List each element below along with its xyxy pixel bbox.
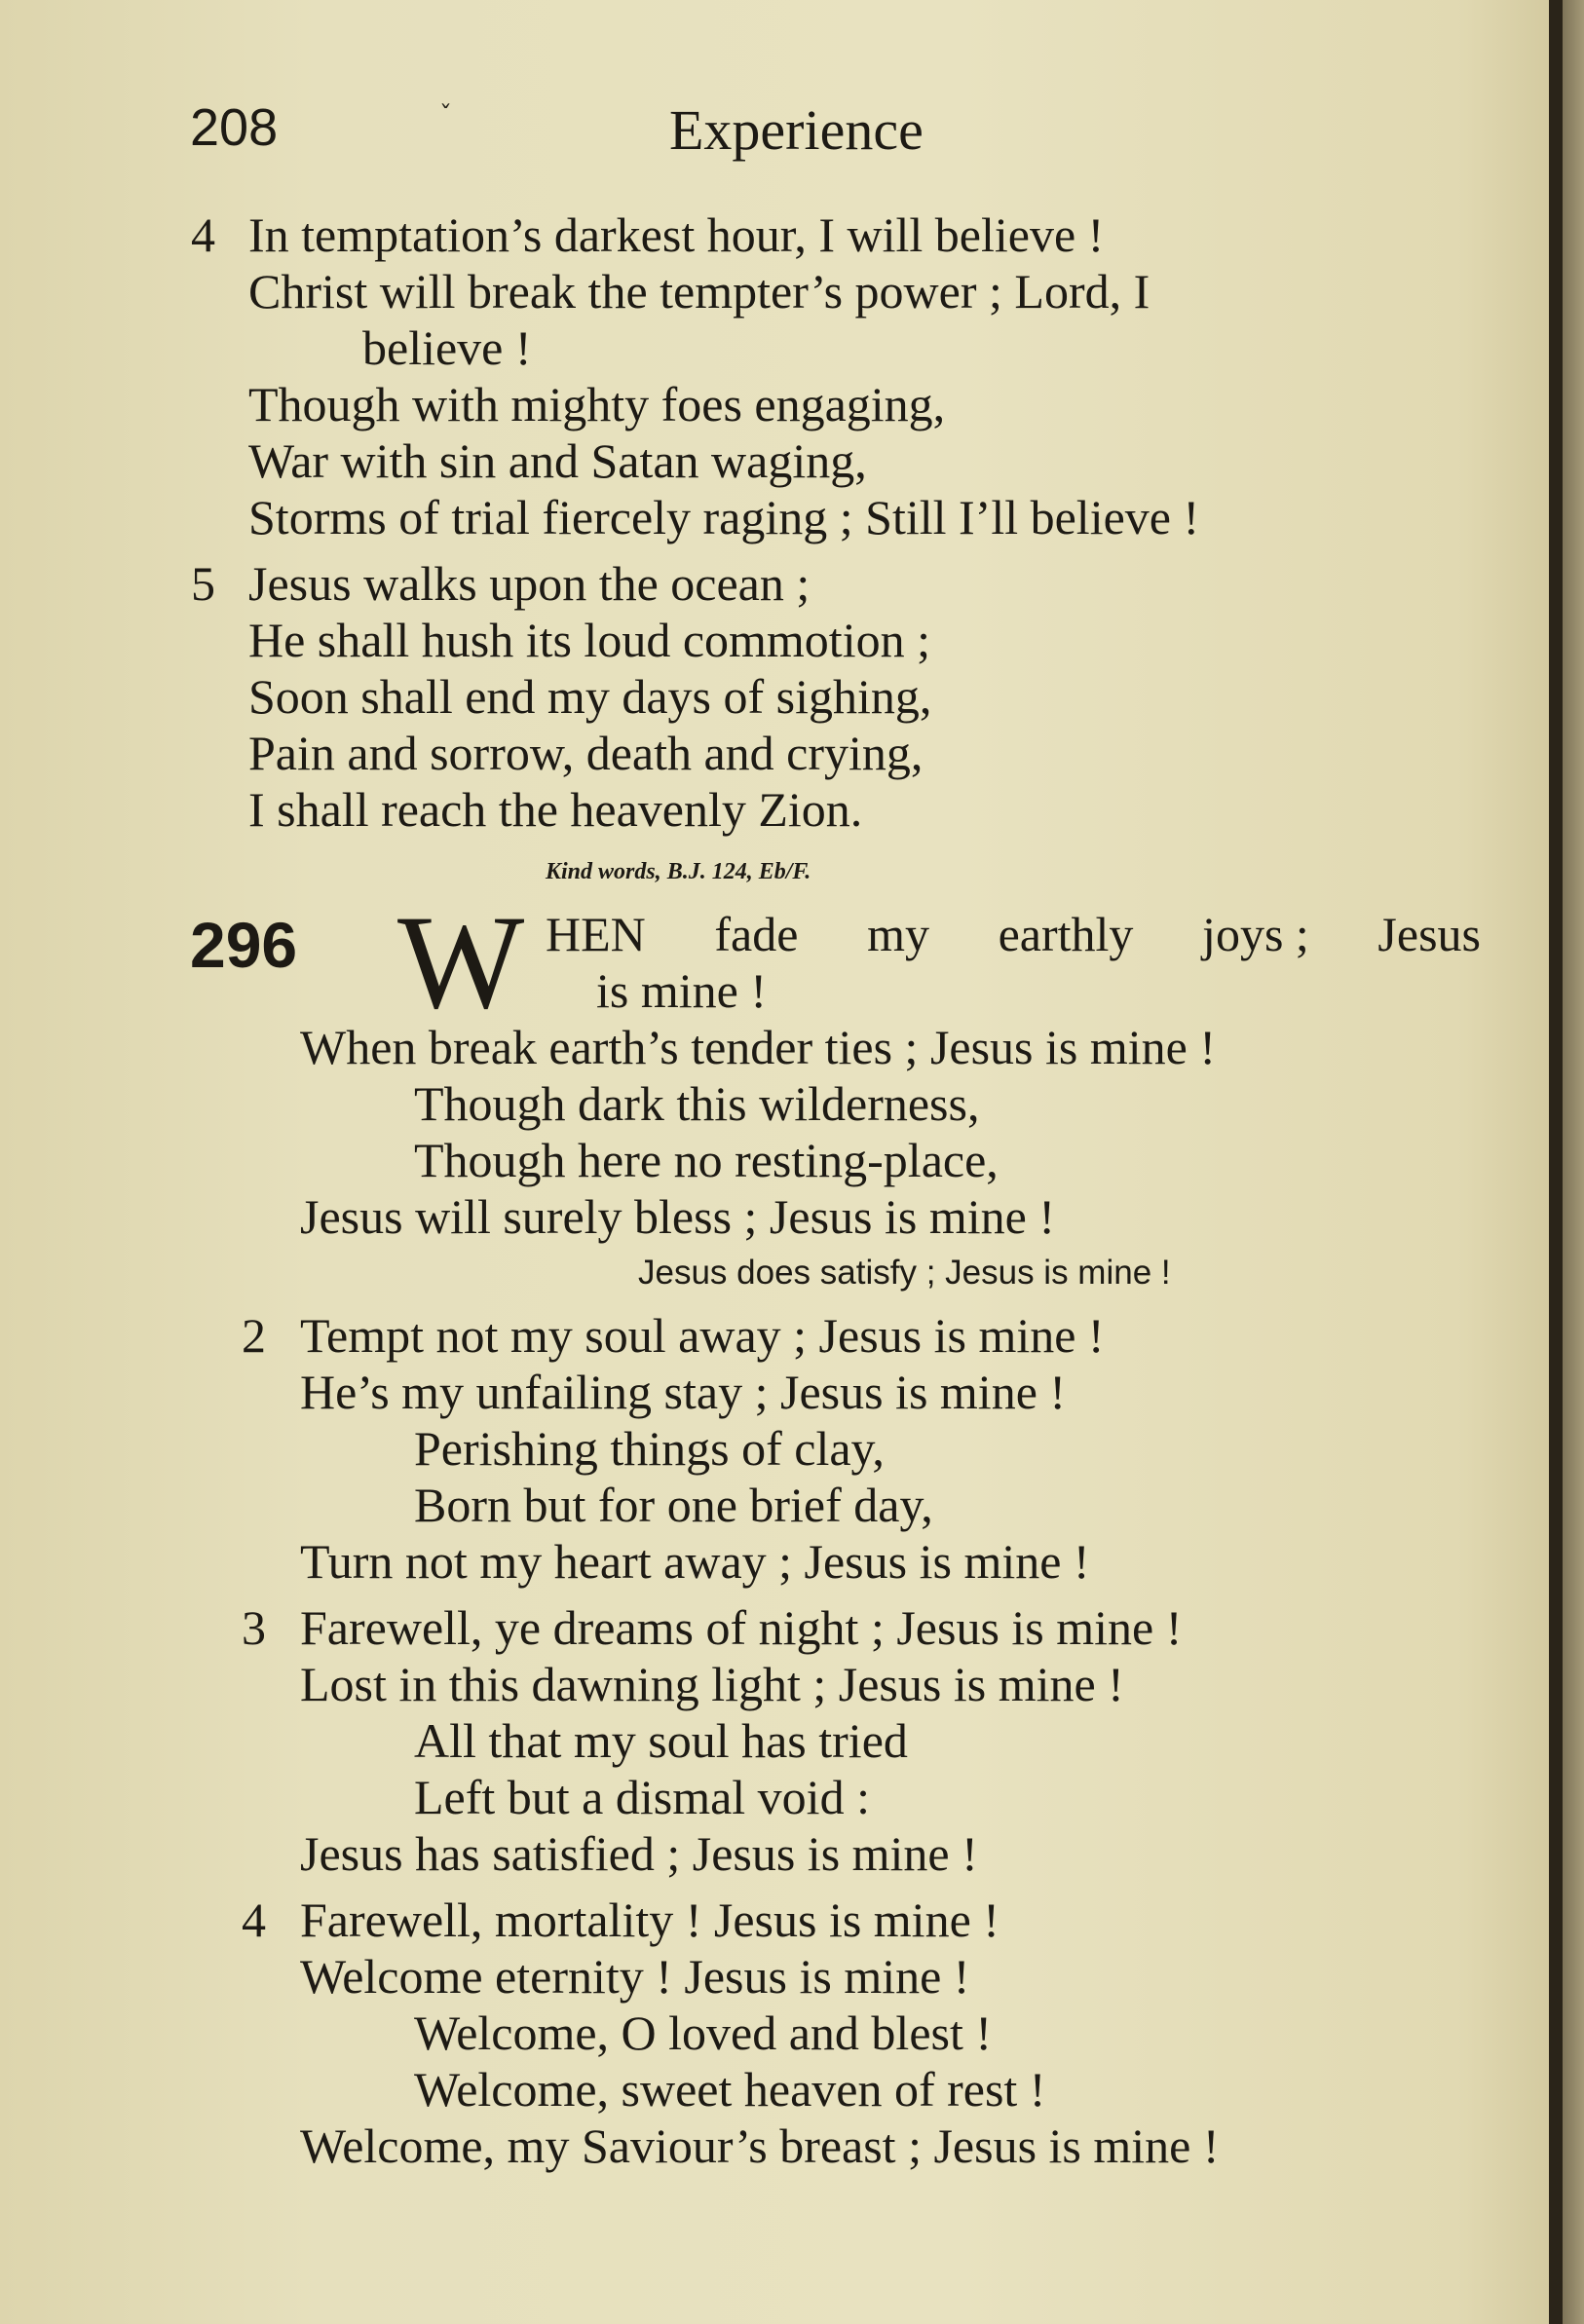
page-number: 208	[190, 98, 279, 157]
verse-line: Welcome, O loved and blest !	[414, 2005, 993, 2060]
refrain: Jesus does satisfy ; Jesus is mine !	[638, 1254, 1171, 1292]
verse-line: Welcome, my Saviour’s breast ; Jesus is mine !	[300, 2118, 1220, 2173]
book-spine-shadow	[1549, 0, 1563, 2324]
first-line-word: fade	[714, 907, 799, 961]
verse-line: He shall hush its loud commotion ;	[248, 613, 930, 667]
verse-line: All that my soul has tried	[414, 1713, 908, 1768]
verse-line: Welcome eternity ! Jesus is mine !	[300, 1949, 970, 2004]
verse-line: Farewell, ye dreams of night ; Jesus is mine !	[300, 1600, 1183, 1655]
verse-number: 4	[191, 207, 215, 262]
verse-line: Soon shall end my days of sighing,	[248, 669, 932, 724]
verse-line: Lost in this dawning light ; Jesus is mine !	[300, 1657, 1124, 1711]
verse-line: Left but a dismal void :	[414, 1770, 870, 1824]
first-line-word: my	[867, 907, 929, 961]
verse-line: Farewell, mortality ! Jesus is mine !	[300, 1893, 999, 1947]
verse-line: Turn not my heart away ; Jesus is mine !	[300, 1534, 1090, 1589]
verse-line: Storms of trial fiercely raging ; Still I’ll believe !	[248, 490, 1200, 544]
verse-line: Though dark this wilderness,	[414, 1076, 980, 1131]
verse-line: Jesus has satisfied ; Jesus is mine !	[300, 1826, 978, 1881]
verse-number: 5	[191, 556, 215, 611]
verse-number: 4	[242, 1893, 266, 1947]
verse-line: Pain and sorrow, death and crying,	[248, 726, 924, 780]
verse-line: Tempt not my soul away ; Jesus is mine !	[300, 1308, 1105, 1363]
verse-line: Jesus walks upon the ocean ;	[248, 556, 811, 611]
verse-line: Christ will break the tempter’s power ; Lord, I	[248, 264, 1150, 319]
verse-line: believe !	[362, 320, 532, 375]
page-header	[190, 97, 1456, 175]
verse-number: 3	[242, 1600, 266, 1655]
verse-line: is mine !	[596, 963, 767, 1018]
verse-line: Born but for one brief day,	[414, 1478, 933, 1532]
verse-line: War with sin and Satan waging,	[248, 433, 867, 488]
verse-line: When break earth’s tender ties ; Jesus is mine !	[300, 1020, 1216, 1074]
first-line-word: joys ;	[1202, 907, 1309, 961]
first-line-word: Jesus	[1377, 907, 1481, 961]
first-line-word: earthly	[998, 907, 1134, 961]
hymn-number: 296	[190, 909, 298, 981]
verse-line: Perishing things of clay,	[414, 1421, 885, 1476]
drop-cap: W	[397, 887, 525, 1036]
book-spine-edge	[1563, 0, 1584, 2324]
header-mark: ˇ	[439, 101, 452, 131]
tune-info: Kind words, B.J. 124, Eb/F.	[546, 859, 811, 884]
verse-line: Though here no resting-place,	[414, 1133, 999, 1187]
section-title: Experience	[669, 98, 924, 162]
verse-line: Jesus will surely bless ; Jesus is mine !	[300, 1189, 1055, 1244]
verse-line: In temptation’s darkest hour, I will believe !	[248, 207, 1105, 262]
verse-line: He’s my unfailing stay ; Jesus is mine !	[300, 1365, 1067, 1419]
verse-line: I shall reach the heavenly Zion.	[248, 782, 863, 837]
verse-line: Though with mighty foes engaging,	[248, 377, 946, 431]
first-line	[546, 906, 1481, 962]
verse-line: Welcome, sweet heaven of rest !	[414, 2062, 1046, 2117]
first-line-word: HEN	[546, 907, 646, 961]
verse-number: 2	[242, 1308, 266, 1363]
